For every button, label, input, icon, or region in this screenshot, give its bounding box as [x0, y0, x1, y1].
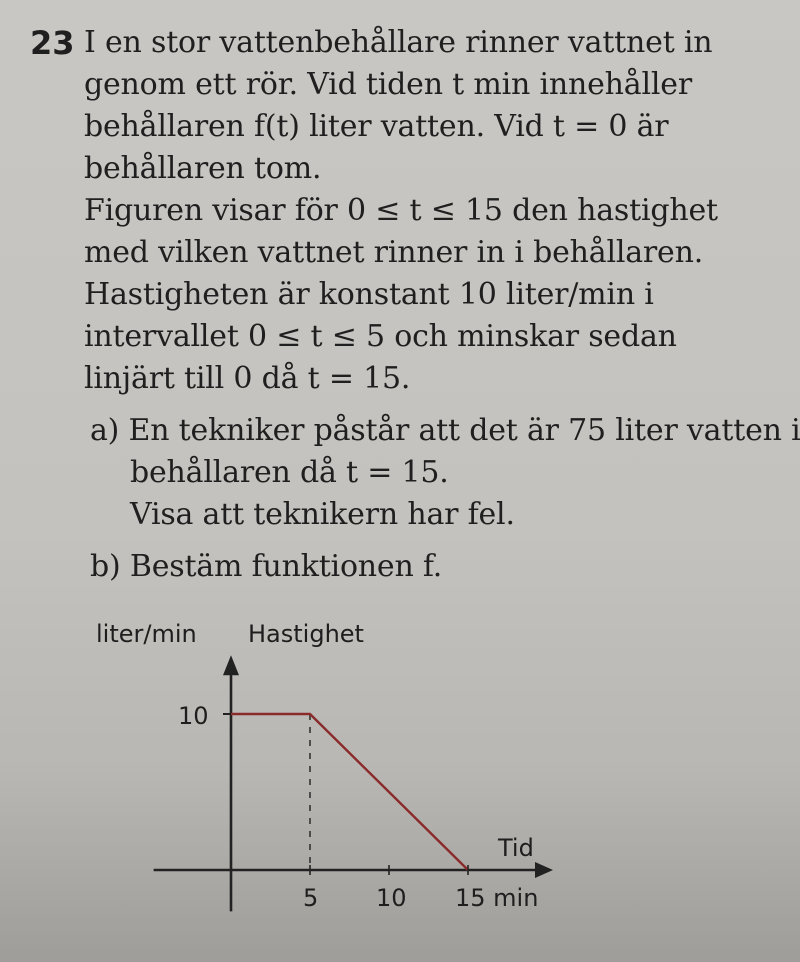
x-tick-label-15: 15 min	[455, 884, 539, 912]
problem-number: 23	[30, 24, 75, 62]
chart-series	[231, 714, 468, 870]
chart-axes	[154, 655, 553, 911]
problem-line-1: I en stor vattenbehållare rinner vattnet in	[84, 25, 713, 60]
chart-ticks	[223, 714, 468, 875]
part-a-line-2: behållaren då t = 15.	[130, 455, 449, 490]
part-b-line: b) Bestäm funktionen f.	[90, 549, 443, 584]
chart-title: Hastighet	[248, 620, 364, 648]
velocity-line	[231, 714, 468, 870]
problem-line-5: Figuren visar för 0 ≤ t ≤ 15 den hastighet	[84, 193, 718, 228]
problem-line-4: behållaren tom.	[84, 151, 322, 186]
problem-line-6: med vilken vattnet rinner in i behållaren.	[84, 235, 704, 270]
y-tick-label-10: 10	[178, 702, 209, 730]
problem-line-8: intervallet 0 ≤ t ≤ 5 och minskar sedan	[84, 319, 677, 354]
problem-line-9: linjärt till 0 då t = 15.	[84, 361, 411, 396]
y-axis-label: liter/min	[96, 620, 197, 648]
part-a-line-3: Visa att teknikern har fel.	[130, 497, 515, 532]
y-axis-arrow	[223, 655, 239, 675]
problem-line-3: behållaren f(t) liter vatten. Vid t = 0 är	[84, 109, 669, 144]
x-axis-arrow	[535, 862, 553, 878]
part-a-line-1: a) En tekniker påstår att det är 75 liter vatten i	[90, 413, 800, 448]
problem-line-2: genom ett rör. Vid tiden t min innehåller	[84, 67, 692, 102]
problem-line-7: Hastigheten är konstant 10 liter/min i	[84, 277, 654, 312]
x-tick-label-5: 5	[303, 884, 319, 912]
x-axis-label: Tid	[498, 834, 534, 862]
x-tick-label-10: 10	[376, 884, 407, 912]
